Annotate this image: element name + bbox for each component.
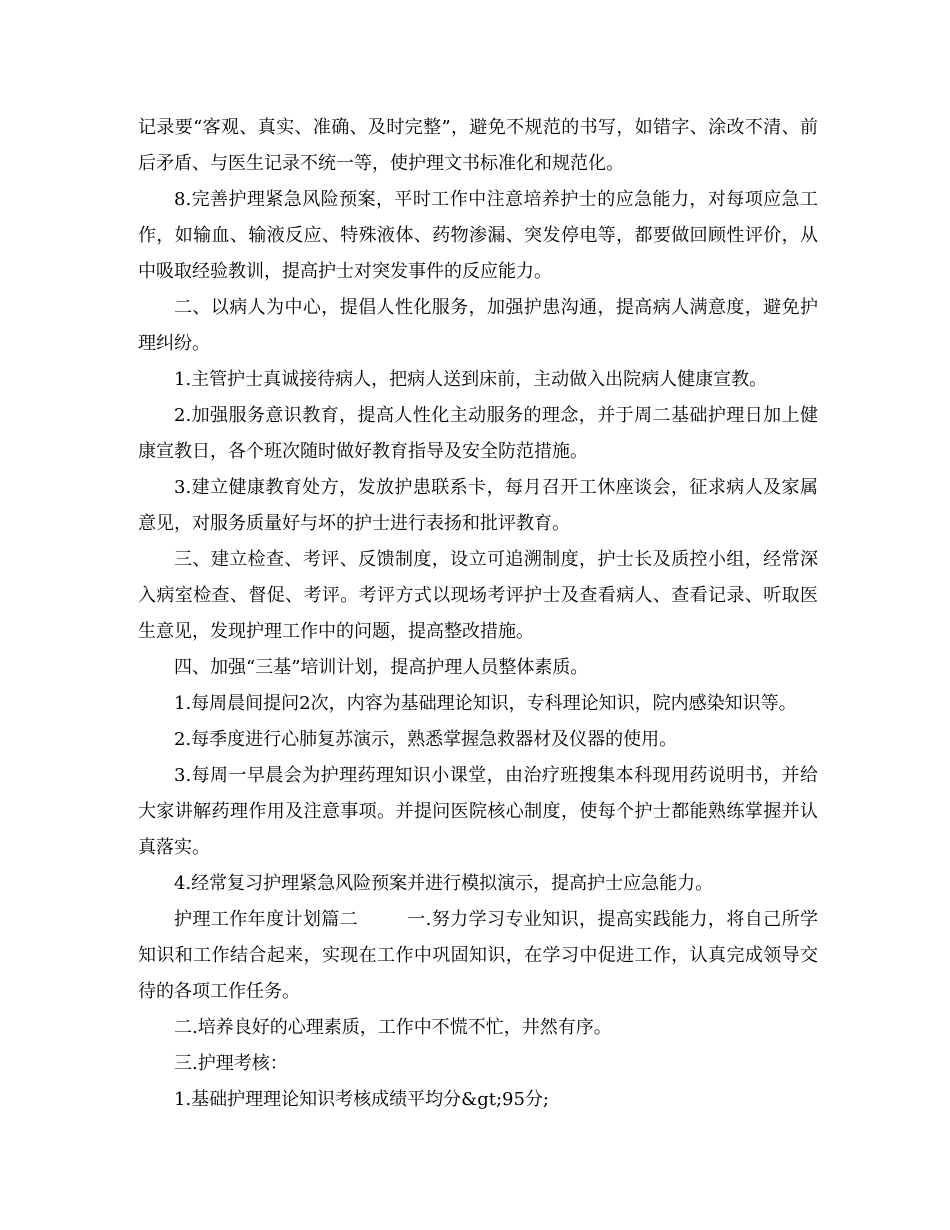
paragraph-item: 2.每季度进行心肺复苏演示，熟悉掌握急救器材及仪器的使用。 [174,729,678,750]
paragraph-chapter-2: 护理工作年度计划篇二 一.努力学习专业知识，提高实践能力，将自己所学知识和工作结合起来，实现在工作中巩固知识，在学习中促进工作，认真完成领导交待的各项工作任务。 [138,909,818,1002]
paragraph-item: 1.每周晨间提问2次，内容为基础理论知识，专科理论知识，院内感染知识等。 [174,693,797,714]
paragraph-item: 3.建立健康教育处方，发放护患联系卡，每月召开工休座谈会，征求病人及家属意见，对服务质量好与坏的护士进行表扬和批评教育。 [138,477,818,534]
paragraph-continuation: 记录要“客观、真实、准确、及时完整”，避免不规范的书写，如错字、涂改不清、前后矛盾、与医生记录不统一等，使护理文书标准化和规范化。 [138,117,818,174]
paragraph-item: 3.每周一早晨会为护理药理知识小课堂，由治疗班搜集本科现用药说明书，并给大家讲解药理作用及注意事项。并提问医院核心制度，使每个护士都能熟练掌握并认真落实。 [138,765,818,858]
paragraph-item: 2.加强服务意识教育，提高人性化主动服务的理念，并于周二基础护理日加上健康宣教日，各个班次随时做好教育指导及安全防范措施。 [138,405,818,462]
document-body [138,110,818,1118]
paragraph-item: 4.经常复习护理紧急风险预案并进行模拟演示，提高护士应急能力。 [174,873,714,894]
paragraph-item: 二.培养良好的心理素质，工作中不慌不忙，井然有序。 [174,1017,612,1038]
paragraph-section-3: 三、建立检查、考评、反馈制度，设立可追溯制度，护士长及质控小组，经常深入病室检查、督促、考评。考评方式以现场考评护士及查看病人、查看记录、听取医生意见，发现护理工作中的问题，提高整改措施。 [138,549,818,642]
paragraph-section-2: 二、以病人为中心，提倡人性化服务，加强护患沟通，提高病人满意度，避免护理纠纷。 [138,297,818,354]
paragraph-item: 三.护理考核： [174,1053,288,1074]
paragraph-item: 1.主管护士真诚接待病人，把病人送到床前，主动做入出院病人健康宣教。 [174,369,768,390]
paragraph-section-4: 四、加强“三基”培训计划，提高护理人员整体素质。 [174,657,589,678]
paragraph-item: 1.基础护理理论知识考核成绩平均分&gt;95分; [174,1089,549,1110]
paragraph-item-8: 8.完善护理紧急风险预案，平时工作中注意培养护士的应急能力，对每项应急工作，如输血、输液反应、特殊液体、药物渗漏、突发停电等，都要做回顾性评价，从中吸取经验教训，提高护士对突发事件的反应能力。 [138,189,818,282]
